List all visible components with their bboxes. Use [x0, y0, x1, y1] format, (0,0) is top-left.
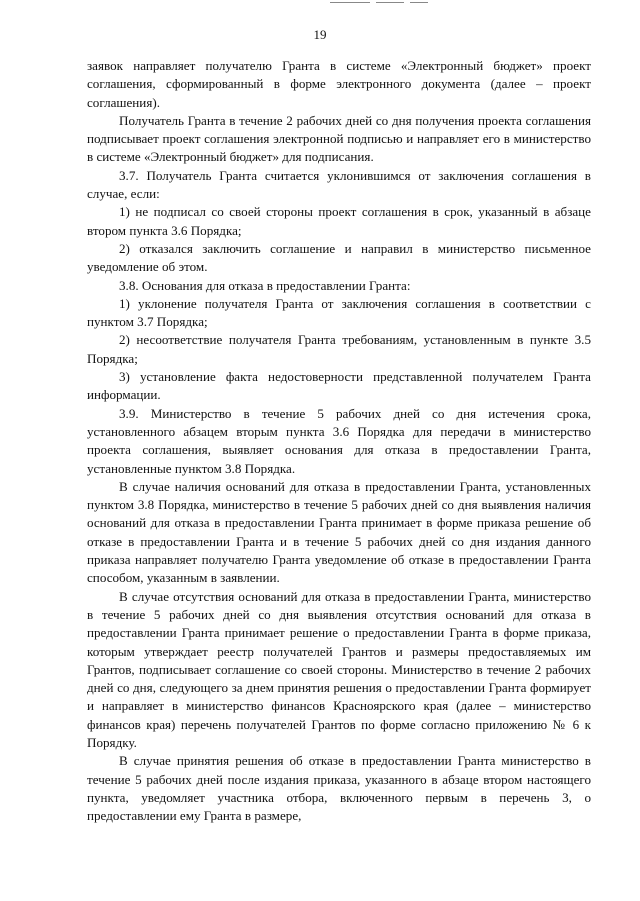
paragraph: Получатель Гранта в течение 2 рабочих дней со дня получения проекта соглашения подписывает проект соглашения электронной подписью и направляет его в министерство в системе «Электронный бюджет» для подписания. [87, 112, 591, 165]
paragraph: 3.9. Министерство в течение 5 рабочих дней со дня истечения срока, установленного абзацем вторым пункта 3.6 Порядка для передачи в министерство проекта соглашения, выявляет основания для отказа в предоставлении Гранта, установленные пунктом 3.8 Порядка. [87, 405, 591, 476]
paragraph: заявок направляет получателю Гранта в системе «Электронный бюджет» проект соглашения, сформированный в форме электронного документа (далее – проект соглашения). [87, 58, 591, 110]
paragraph: 2) отказался заключить соглашение и направил в министерство письменное уведомление об этом. [87, 240, 591, 275]
paragraph: 2) несоответствие получателя Гранта требованиям, установленным в пункте 3.5 Порядка; [87, 332, 591, 366]
paragraph: В случае принятия решения об отказе в предоставлении Гранта министерство в течение 5 рабочих дней после издания приказа, указанного в абзаце втором настоящего пункта, уведомляет участника отбора, включенного первым в перечень 3, о предоставлении ему Гранта в размере, [87, 753, 591, 824]
scan-artifact [330, 2, 450, 5]
paragraph: 3.7. Получатель Гранта считается уклонившимся от заключения соглашения в случае, если: [87, 167, 591, 202]
paragraph: В случае наличия оснований для отказа в предоставлении Гранта, установленных пунктом 3.8 Порядка, министерство в течение 5 рабочих дней со дня выявления наличия оснований для отказа в предоставлении Гранта принимает в форме приказа решение об отказе в предоставлении Гранта и в течение 5 рабочих дней со дня издания данного приказа направляет получателю Гранта уведомление об отказе в предоставлении Гранта способом, указанным в заявлении. [87, 478, 591, 586]
document-body [87, 57, 591, 825]
paragraph: 1) не подписал со своей стороны проект соглашения в срок, указанный в абзаце втором пункта 3.6 Порядка; [87, 204, 591, 238]
paragraph: 3.8. Основания для отказа в предоставлении Гранта: [119, 277, 411, 293]
paragraph: В случае отсутствия оснований для отказа в предоставлении Гранта, министерство в течение 5 рабочих дней со дня выявления отсутствия оснований для отказа в предоставлении Гранта принимает решение о предоставлении Гранта в форме приказа, которым утверждает реестр получателей Грантов и размеры предоставляемых им Грантов, подписывает соглашение со своей стороны. Министерство в течение 2 рабочих дней со дня, следующего за днем принятия решения о предоставлении Гранта формирует и направляет в министерство финансов Красноярского края (далее – министерство финансов края) перечень получателей Грантов по форме согласно приложению № 6 к Порядку. [87, 588, 591, 750]
page-number: 19 [313, 27, 327, 42]
paragraph: 1) уклонение получателя Гранта от заключения соглашения в соответствии с пунктом 3.7 Порядка; [87, 295, 591, 330]
paragraph: 3) установление факта недостоверности представленной получателем Гранта информации. [87, 369, 591, 403]
